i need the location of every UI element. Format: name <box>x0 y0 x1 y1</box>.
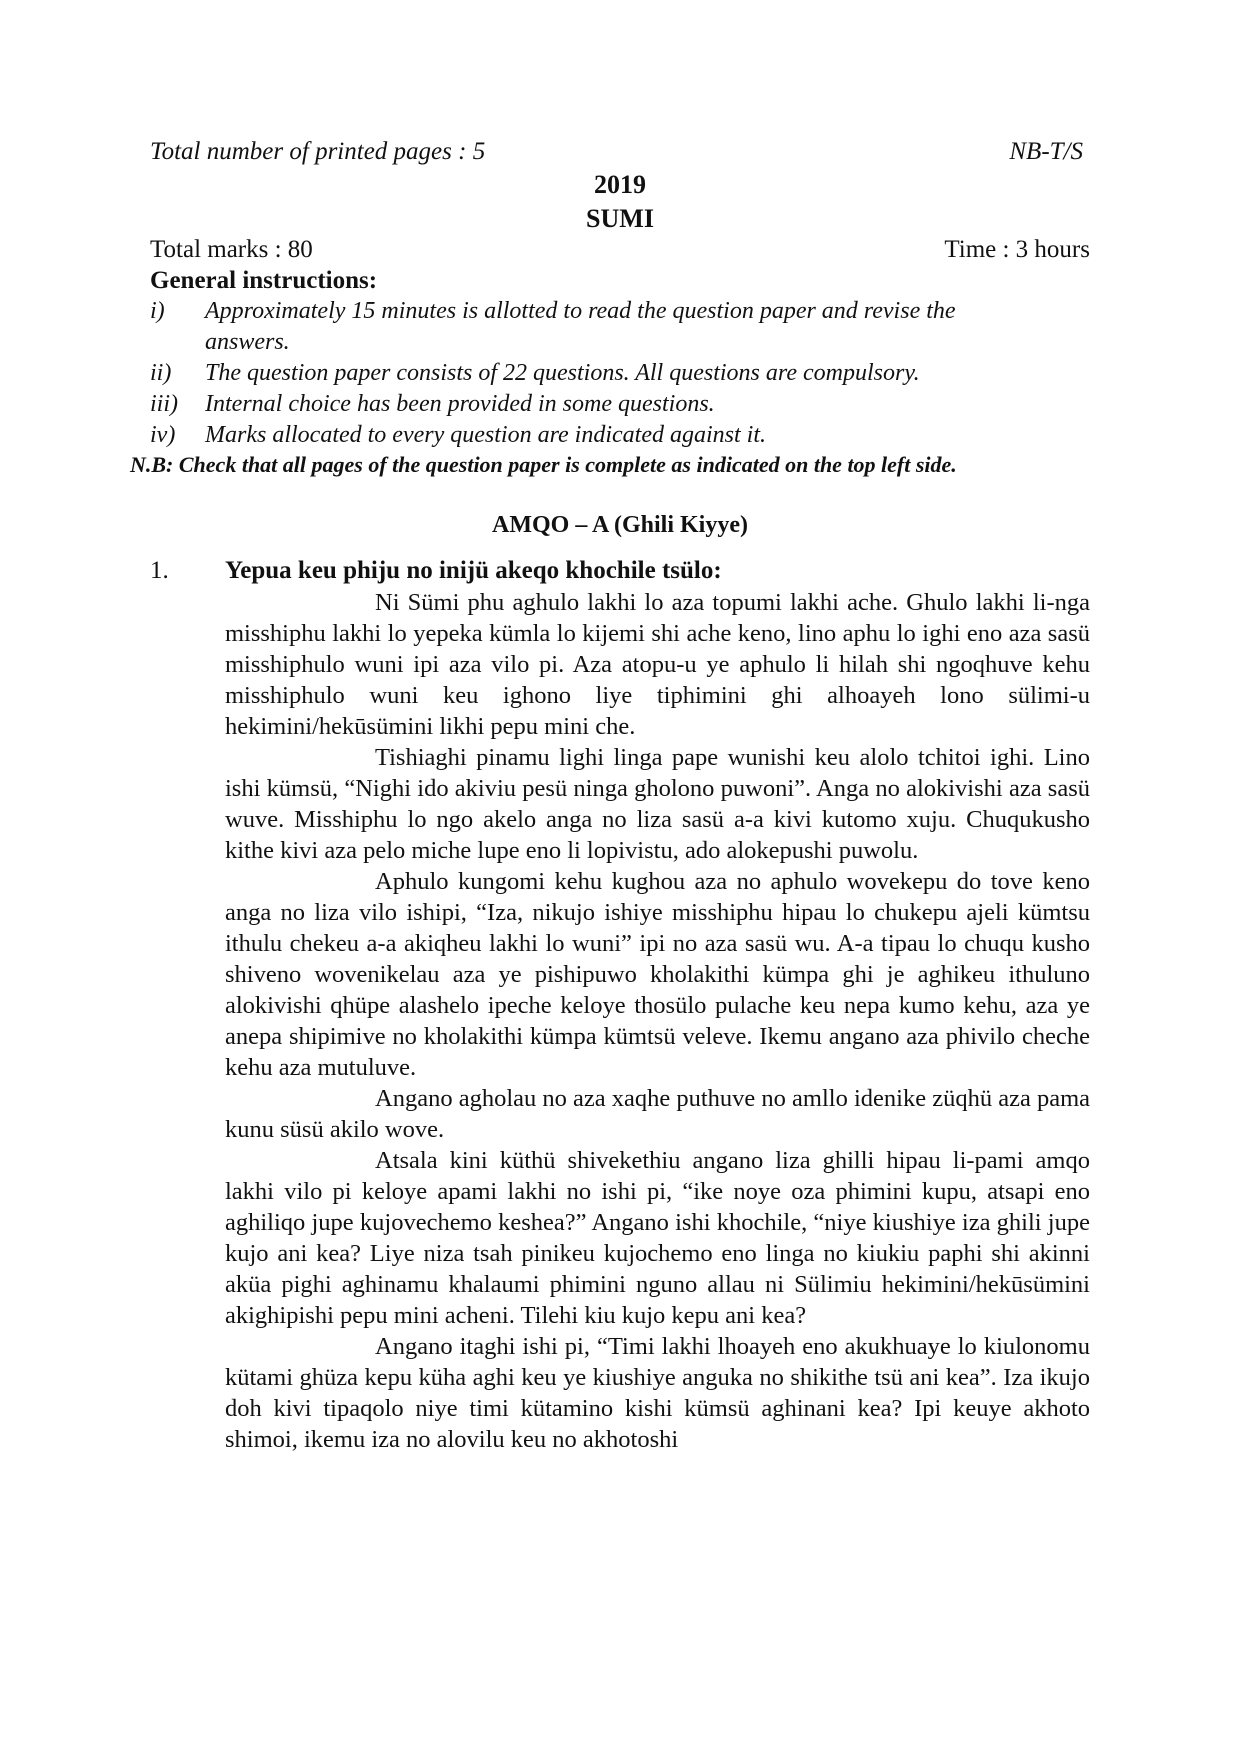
instruction-text <box>205 296 1095 358</box>
nb-note: N.B: Check that all pages of the question paper is complete as indicated on the top left side. <box>130 452 957 477</box>
instructions-heading: General instructions: <box>150 267 378 294</box>
question-number: 1. <box>150 557 169 584</box>
passage-paragraph: Tishiaghi pinamu lighi linga pape wunishi keu alolo tchitoi ighi. Lino ishi kümsü, “Nighi ido akiviu pesü ninga gholono puwoni”. Anga no alokivishi aza sasü wuve. Misshiphu lo ngo akelo anga no liza sasü a-a kivi kutomo xuju. Chuqukusho kithe kivi aza pelo miche lupe eno li lopivistu, ado alokepushi puwolu. <box>225 744 1090 864</box>
passage-paragraph: Angano agholau no aza xaqhe puthuve no amllo idenike züqhü aza pama kunu süsü akilo wove. <box>225 1085 1091 1143</box>
instruction-item <box>150 296 1095 358</box>
question-heading: Yepua keu phiju no inijü akeqo khochile tsülo: <box>225 557 722 584</box>
printed-pages-note: Total number of printed pages : 5 <box>150 138 486 165</box>
instruction-line: answers. <box>205 329 290 355</box>
instruction-text: Marks allocated to every question are indicated against it. <box>205 422 766 448</box>
instruction-item <box>150 358 1095 389</box>
exam-subject: SUMI <box>586 204 654 233</box>
exam-year: 2019 <box>594 170 646 199</box>
passage-paragraph: Aphulo kungomi kehu kughou aza no aphulo wovekepu do tove keno anga no liza vilo ishipi, “Iza, nikujo ishiye misshiphu hipau lo chukepu ajeli kümtsu ithulu chekeu a-a akiqheu lakhi lo wuni” ipi no aza sasü wu. A-a tipau lo chuqu kusho shiveno wovenikelau aza ye pishipuwo kholakithi kümpa ghi je aghikeu ithuluno alokivishi qhüpe alashelo ipeche keloye thosülo pulache keu nepa kumo kehu, aza ye anepa shipimive no kholakithi kümpa kümtsü veleve. Ikemu angano aza phivilo cheche kehu aza mutuluve. <box>225 868 1090 1081</box>
instruction-text: Internal choice has been provided in some questions. <box>205 391 715 417</box>
instruction-item <box>150 389 1095 420</box>
instruction-number: ii) <box>150 360 172 386</box>
passage-paragraph: Atsala kini küthü shivekethiu angano liza ghilli hipau li-pami amqo lakhi vilo pi keloye apami lakhi no ishi pi, “ike noye oza phimini kupu, atsapi eno aghiliqo jupe kujovechemo keshea?” Angano ishi khochile, “niye kiushiye iza ghili jupe kujo ani kea? Liye niza tsah pinikeu kujochemo eno linga no kiukiu paphi shi akinni aküa pighi aghinamu khalaumi phimini nguno allau ni Sülimiu hekimini/hekūsümini akighipishi pepu mini acheni. Tilehi kiu kujo kepu ani kea? <box>225 1147 1090 1329</box>
passage-paragraph: Ni Sümi phu aghulo lakhi lo aza topumi lakhi ache. Ghulo lakhi li-nga misshiphu lakhi lo yepeka kümla lo kijemi shi ache keno, lino aphu lo ighi eno aza sasü misshiphulo wuni ipi aza vilo pi. Aza atopu-u ye aphulo li hilah shi ngoqhuve kehu misshiphulo wuni keu ighono liye tiphimini ghi alhoayeh lono sülimi-u hekimini/hekūsümini likhi pepu mini che. <box>225 589 1090 740</box>
instruction-line: Approximately 15 minutes is allotted to read the question paper and revise the <box>205 298 956 324</box>
passage <box>225 587 1090 1455</box>
instruction-number: iv) <box>150 422 176 448</box>
paper-code: NB-T/S <box>1009 138 1083 165</box>
instruction-number: iii) <box>150 391 178 417</box>
instruction-number: i) <box>150 298 165 324</box>
passage-paragraph: Angano itaghi ishi pi, “Timi lakhi lhoayeh eno akukhuaye lo kiulonomu kütami ghüza kepu küha aghi keu ye kiushiye anguka no shikithe tsü ani kea”. Iza ikujo doh kivi tipaqolo niye timi kütamino kishi kümsü aghinani kea? Ipi keuye akhoto shimoi, ikemu iza no alovilu keu no akhotoshi <box>225 1333 1090 1453</box>
section-title: AMQO – A (Ghili Kiyye) <box>492 512 748 538</box>
instruction-text: The question paper consists of 22 questions. All questions are compulsory. <box>205 360 920 386</box>
exam-time: Time : 3 hours <box>944 236 1090 263</box>
total-marks: Total marks : 80 <box>150 236 313 263</box>
instruction-item <box>150 420 1095 451</box>
